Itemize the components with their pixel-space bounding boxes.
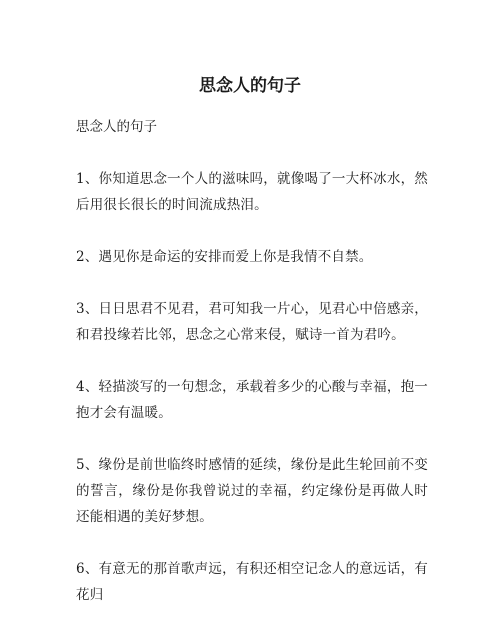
paragraph-6: 6、有意无的那首歌声远，有积还相空记念人的意远话，有花归 bbox=[76, 561, 428, 603]
document-subtitle: 思念人的句子 bbox=[76, 119, 157, 135]
document-title: 思念人的句子 bbox=[199, 76, 301, 96]
document-body bbox=[76, 114, 428, 634]
paragraph-3: 3、日日思君不见君，君可知我一片心，见君心中倍感亲，和君投缘若比邻，思念之心常来侵，赋诗一首为君吟。 bbox=[76, 301, 428, 343]
paragraph-5: 5、缘份是前世临终时感情的延续，缘份是此生轮回前不变的誓言，缘份是你我曾说过的幸福，约定缘份是再做人时还能相遇的美好梦想。 bbox=[76, 457, 428, 525]
paragraph-1: 1、你知道思念一个人的滋味吗，就像喝了一大杯冰水，然后用很长很长的时间流成热泪。 bbox=[76, 171, 428, 213]
paragraph-4: 4、轻描淡写的一句想念，承载着多少的心酸与幸福，抱一抱才会有温暖。 bbox=[76, 379, 428, 421]
paragraph-2: 2、遇见你是命运的安排而爱上你是我情不自禁。 bbox=[76, 249, 373, 265]
